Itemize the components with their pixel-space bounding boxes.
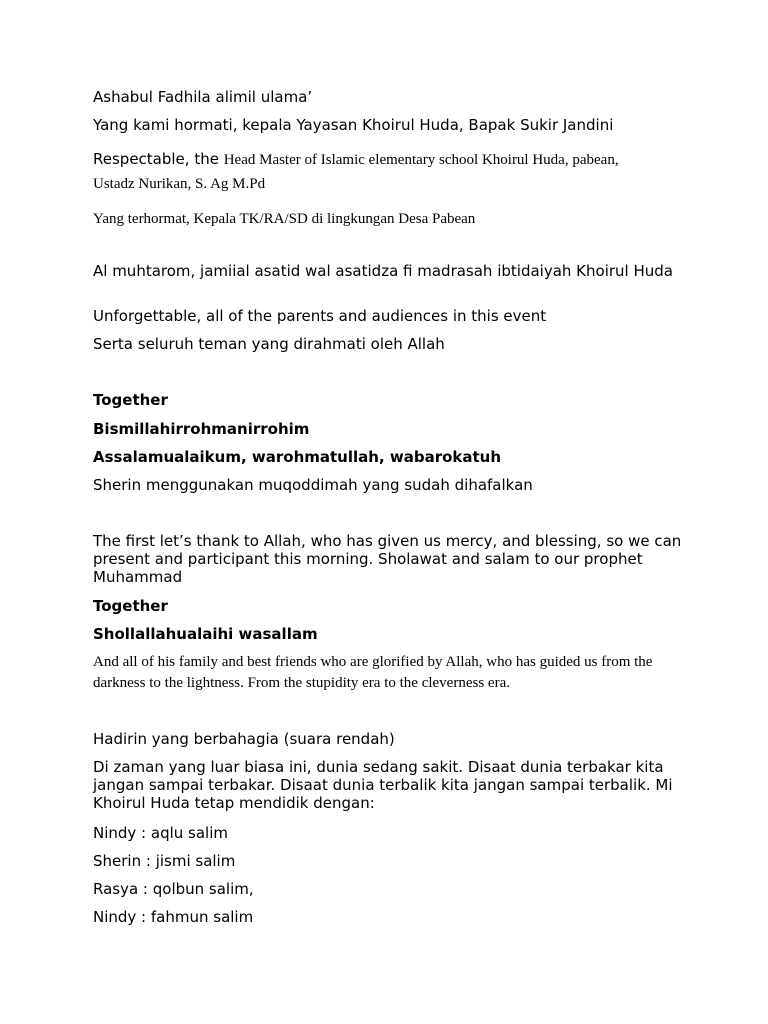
paragraph-world: Di zaman yang luar biasa ini, dunia sedang sakit. Disaat dunia terbakar kita jangan sampai terbakar. Disaat dunia terbalik kita jangan sampai terbalik. Mi Khoirul Huda tetap mendidik dengan: bbox=[93, 758, 673, 812]
line-nindy-fahmun: Nindy : fahmun salim bbox=[93, 908, 254, 926]
salam-line: Assalamualaikum, warohmatullah, wabarokatuh bbox=[93, 448, 502, 466]
paragraph-thanks: The first let’s thank to Allah, who has given us mercy, and blessing, so we can present and participant this morning. Sholawat and salam to our prophet Muhammad bbox=[93, 532, 682, 586]
greeting-school-heads: Yang terhormat, Kepala TK/RA/SD di lingkungan Desa Pabean bbox=[93, 211, 476, 227]
line-sherin-jismi: Sherin : jismi salim bbox=[93, 852, 236, 870]
paragraph-family: And all of his family and best friends who are glorified by Allah, who has guided us from the darkness to the lightness. From the stupidity era to the cleverness era. bbox=[93, 654, 653, 691]
line-rasya-qolbun: Rasya : qolbun salim, bbox=[93, 880, 254, 898]
shalawat-line: Shollallahualaihi wasallam bbox=[93, 625, 318, 643]
together-heading-1: Together bbox=[93, 391, 168, 409]
greeting-headmaster-prefix: Respectable, the bbox=[93, 150, 224, 168]
note-sherin: Sherin menggunakan muqoddimah yang sudah dihafalkan bbox=[93, 476, 533, 494]
greeting-headmaster-rest: Head Master of Islamic elementary school Khoirul Huda, pabean, bbox=[223, 152, 619, 168]
greeting-parents: Unforgettable, all of the parents and audiences in this event bbox=[93, 307, 547, 325]
line-nindy-aqlu: Nindy : aqlu salim bbox=[93, 824, 228, 842]
greeting-headmaster bbox=[93, 150, 683, 169]
salutation-opening: Ashabul Fadhila alimil ulama’ bbox=[93, 88, 313, 106]
basmalah-line: Bismillahirrohmanirrohim bbox=[93, 420, 310, 438]
greeting-friends: Serta seluruh teman yang dirahmati oleh Allah bbox=[93, 335, 445, 353]
greeting-headmaster-name: Ustadz Nurikan, S. Ag M.Pd bbox=[93, 176, 266, 192]
together-heading-2: Together bbox=[93, 597, 168, 615]
greeting-teachers: Al muhtarom, jamiial asatid wal asatidza fi madrasah ibtidaiyah Khoirul Huda bbox=[93, 262, 673, 280]
greeting-foundation-head: Yang kami hormati, kepala Yayasan Khoirul Huda, Bapak Sukir Jandini bbox=[93, 116, 614, 134]
hadirin-line: Hadirin yang berbahagia (suara rendah) bbox=[93, 730, 395, 748]
